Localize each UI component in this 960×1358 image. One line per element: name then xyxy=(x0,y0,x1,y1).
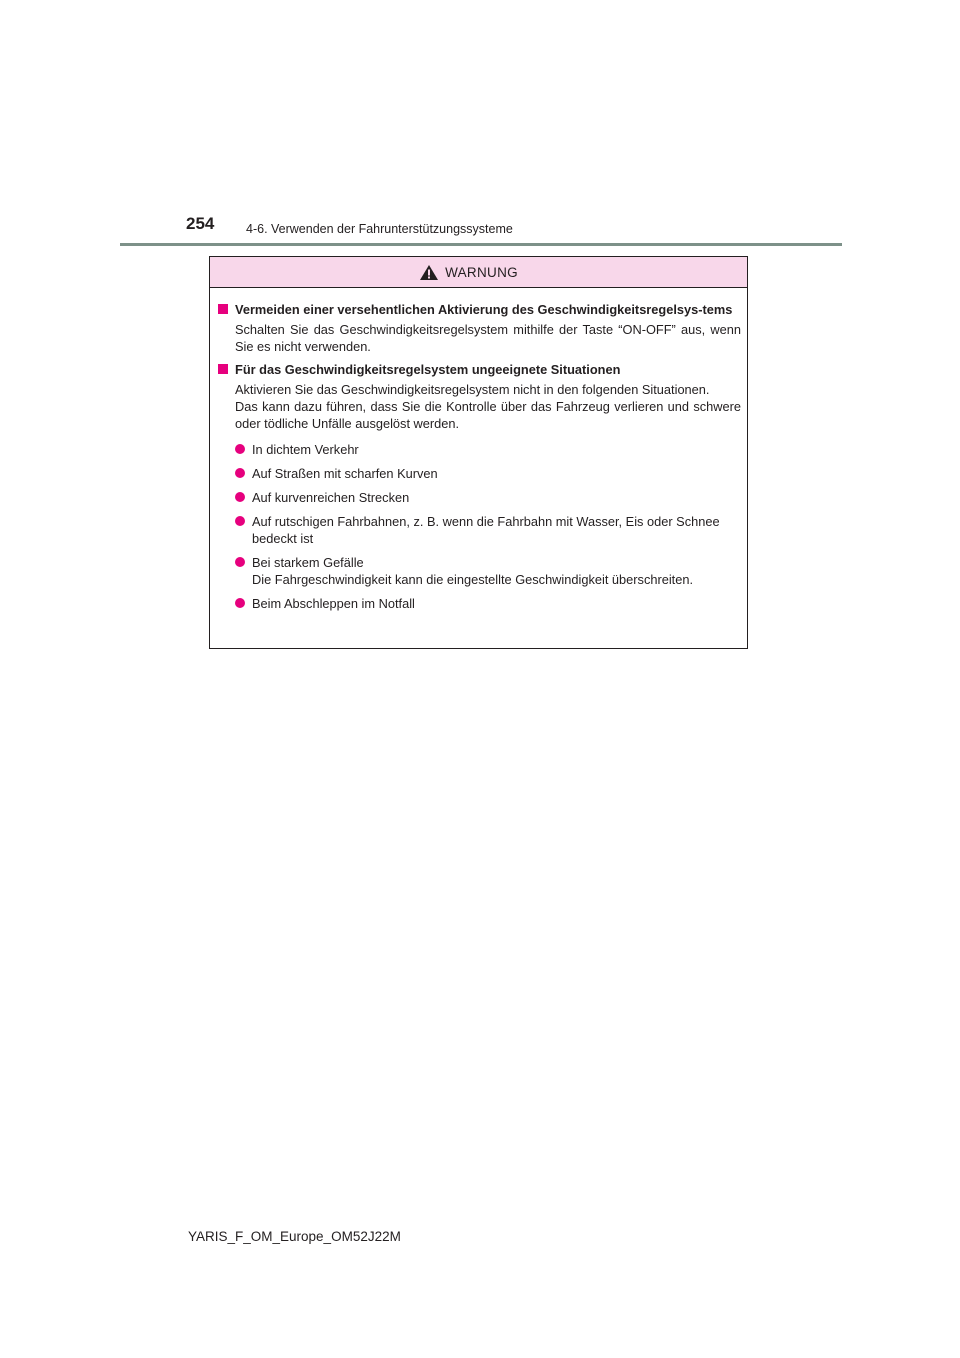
page-number: 254 xyxy=(186,214,215,233)
list-item: Beim Abschleppen im Notfall xyxy=(218,595,741,612)
warning-body xyxy=(210,288,747,612)
square-bullet-icon xyxy=(218,304,228,314)
section-text: Schalten Sie das Geschwindigkeitsregelsystem mithilfe der Taste “ON-OFF” aus, wenn Sie es nicht verwenden. xyxy=(235,322,741,354)
warning-header xyxy=(210,257,747,288)
square-bullet-icon xyxy=(218,364,228,374)
circle-bullet-icon xyxy=(235,492,245,502)
section-title: 4-6. Verwenden der Fahrunterstützungssysteme xyxy=(246,222,513,236)
warning-box xyxy=(209,256,748,649)
warning-triangle-icon xyxy=(419,264,439,281)
warning-section xyxy=(218,361,741,612)
list-item: Auf Straßen mit scharfen Kurven xyxy=(218,465,741,482)
header-rule xyxy=(120,243,842,246)
circle-bullet-icon xyxy=(235,557,245,567)
situation-list xyxy=(218,441,741,612)
warning-title: WARNUNG xyxy=(445,264,518,280)
circle-bullet-icon xyxy=(235,598,245,608)
circle-bullet-icon xyxy=(235,468,245,478)
section-text: Das kann dazu führen, dass Sie die Kontrolle über das Fahrzeug verlieren und schwere oder tödliche Unfälle ausgelöst werden. xyxy=(235,399,741,431)
circle-bullet-icon xyxy=(235,444,245,454)
section-heading: Für das Geschwindigkeitsregelsystem ungeeignete Situationen xyxy=(235,362,621,377)
list-item: Auf rutschigen Fahrbahnen, z. B. wenn die Fahrbahn mit Wasser, Eis oder Schnee bedeckt ist xyxy=(218,513,741,547)
footer-doc-id: YARIS_F_OM_Europe_OM52J22M xyxy=(188,1229,401,1244)
list-item xyxy=(218,554,741,588)
section-heading: Vermeiden einer versehentlichen Aktivierung des Geschwindigkeitsregelsys-tems xyxy=(235,302,733,317)
warning-section xyxy=(218,301,741,355)
list-item: Auf kurvenreichen Strecken xyxy=(218,489,741,506)
section-text: Aktivieren Sie das Geschwindigkeitsregelsystem nicht in den folgenden Situationen. xyxy=(235,382,710,397)
list-item: In dichtem Verkehr xyxy=(218,441,741,458)
list-item-text: Bei starkem Gefälle xyxy=(252,555,364,570)
list-item-subtext: Die Fahrgeschwindigkeit kann die eingestellte Geschwindigkeit überschreiten. xyxy=(252,572,694,587)
circle-bullet-icon xyxy=(235,516,245,526)
